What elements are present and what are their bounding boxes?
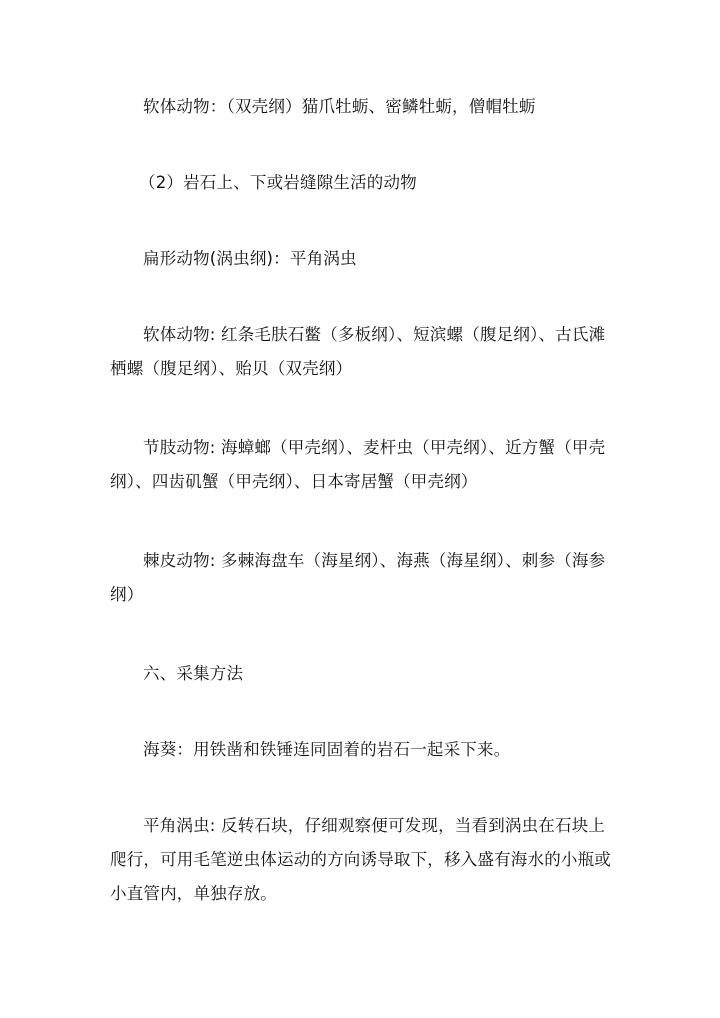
text-line: 平角涡虫: 反转石块，仔细观察便可发现，当看到涡虫在石块上 — [143, 816, 606, 835]
text-line: 纲）、四齿矶蟹（甲壳纲）、日本寄居蟹（甲壳纲） — [110, 472, 478, 491]
text-line: 软体动物: 红条毛肤石鳖（多板纲）、短滨螺（腹足纲）、古氏滩 — [143, 325, 606, 344]
text-line: 小直管内，单独存放。 — [110, 884, 277, 903]
section-heading-collection-methods — [110, 657, 612, 691]
paragraph-flatworm-method — [110, 809, 612, 911]
text-line: 六、采集方法 — [143, 664, 244, 683]
text-line: 海葵：用铁凿和铁锤连同固着的岩石一起采下来。 — [143, 740, 511, 759]
paragraph-mollusca — [110, 318, 612, 386]
paragraph-echinodermata — [110, 544, 612, 612]
text-line: 纲） — [110, 585, 144, 604]
paragraph-mollusca-bivalvia — [110, 90, 612, 124]
text-line: 栖螺（腹足纲）、贻贝（双壳纲） — [110, 359, 353, 378]
paragraph-arthropoda — [110, 431, 612, 499]
text-line: 扁形动物(涡虫纲)：平角涡虫 — [143, 249, 357, 268]
paragraph-rock-dwelling-heading — [110, 166, 612, 200]
text-line: 软体动物：（双壳纲）猫爪牡蛎、密鳞牡蛎，僧帽牡蛎 — [143, 97, 536, 116]
paragraph-sea-anemone — [110, 733, 612, 767]
text-line: 爬行，可用毛笔逆虫体运动的方向诱导取下，移入盛有海水的小瓶或 — [110, 850, 611, 869]
paragraph-platyhelminthes — [110, 242, 612, 276]
text-line: 节肢动物: 海蟑螂（甲壳纲）、麦杆虫（甲壳纲）、近方蟹（甲壳 — [143, 438, 606, 457]
text-line: 棘皮动物: 多棘海盘车（海星纲）、海燕（海星纲）、刺参（海参 — [143, 551, 606, 570]
text-line: （2）岩石上、下或岩缝隙生活的动物 — [139, 173, 417, 192]
